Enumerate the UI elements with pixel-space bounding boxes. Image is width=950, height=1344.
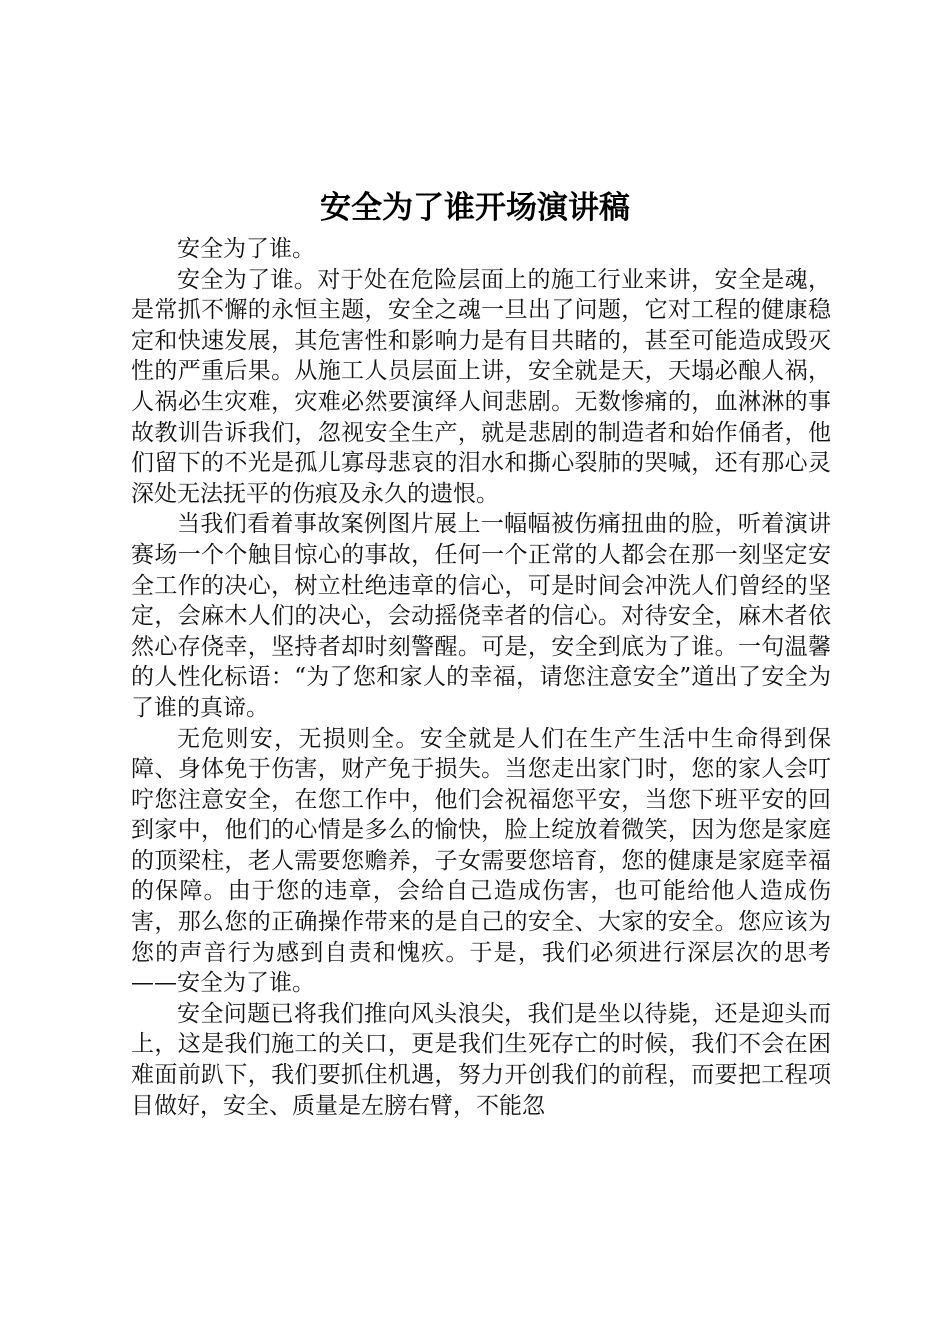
paragraph: 安全为了谁。对于处在危险层面上的施工行业来讲，安全是魂，是常抓不懈的永恒主题，安全之魂一旦出了问题，它对工程的健康稳定和快速发展，其危害性和影响力是有目共睹的，甚至可能造成毁灭性的严重后果。从施工人员层面上讲，安全就是天，天塌必酿人祸，人祸必生灾难，灾难必然要演绎人间悲剧。无数惨痛的，血淋淋的事故教训告诉我们，忽视安全生产，就是悲剧的制造者和始作俑者，他们留下的不光是孤儿寡母悲哀的泪水和撕心裂肺的哭喊，还有那心灵深处无法抚平的伤痕及永久的遗恨。 — [131, 266, 831, 507]
paragraph: 无危则安，无损则全。安全就是人们在生产生活中生命得到保障、身体免于伤害，财产免于损失。当您走出家门时，您的家人会叮咛您注意安全，在您工作中，他们会祝福您平安，当您下班平安的回到家中，他们的心情是多么的愉快，脸上绽放着微笑，因为您是家庭的顶梁柱，老人需要您赡养，子女需要您培育，您的健康是家庭幸福的保障。由于您的违章，会给自己造成伤害，也可能给他人造成伤害，那么您的正确操作带来的是自己的安全、大家的安全。您应该为您的声音行为感到自责和愧疚。于是，我们必须进行深层次的思考——安全为了谁。 — [131, 725, 831, 997]
document-title: 安全为了谁开场演讲稿 — [320, 190, 630, 226]
document-body — [131, 234, 831, 1121]
paragraph: 安全问题已将我们推向风头浪尖，我们是坐以待毙，还是迎头而上，这是我们施工的关口，更是我们生死存亡的时候，我们不会在困难面前趴下，我们要抓住机遇，努力开创我们的前程，而要把工程项目做好，安全、质量是左膀右臂，不能忽 — [131, 1000, 831, 1119]
paragraph: 安全为了谁。 — [177, 236, 315, 262]
paragraph: 当我们看着事故案例图片展上一幅幅被伤痛扭曲的脸，听着演讲赛场一个个触目惊心的事故，任何一个正常的人都会在那一刻坚定安全工作的决心，树立杜绝违章的信心，可是时间会冲洗人们曾经的坚定，会麻木人们的决心，会动摇侥幸者的信心。对待安全，麻木者依然心存侥幸，坚持者却时刻警醒。可是，安全到底为了谁。一句温馨的人性化标语：“为了您和家人的幸福，请您注意安全”道出了安全为了谁的真谛。 — [131, 511, 831, 721]
